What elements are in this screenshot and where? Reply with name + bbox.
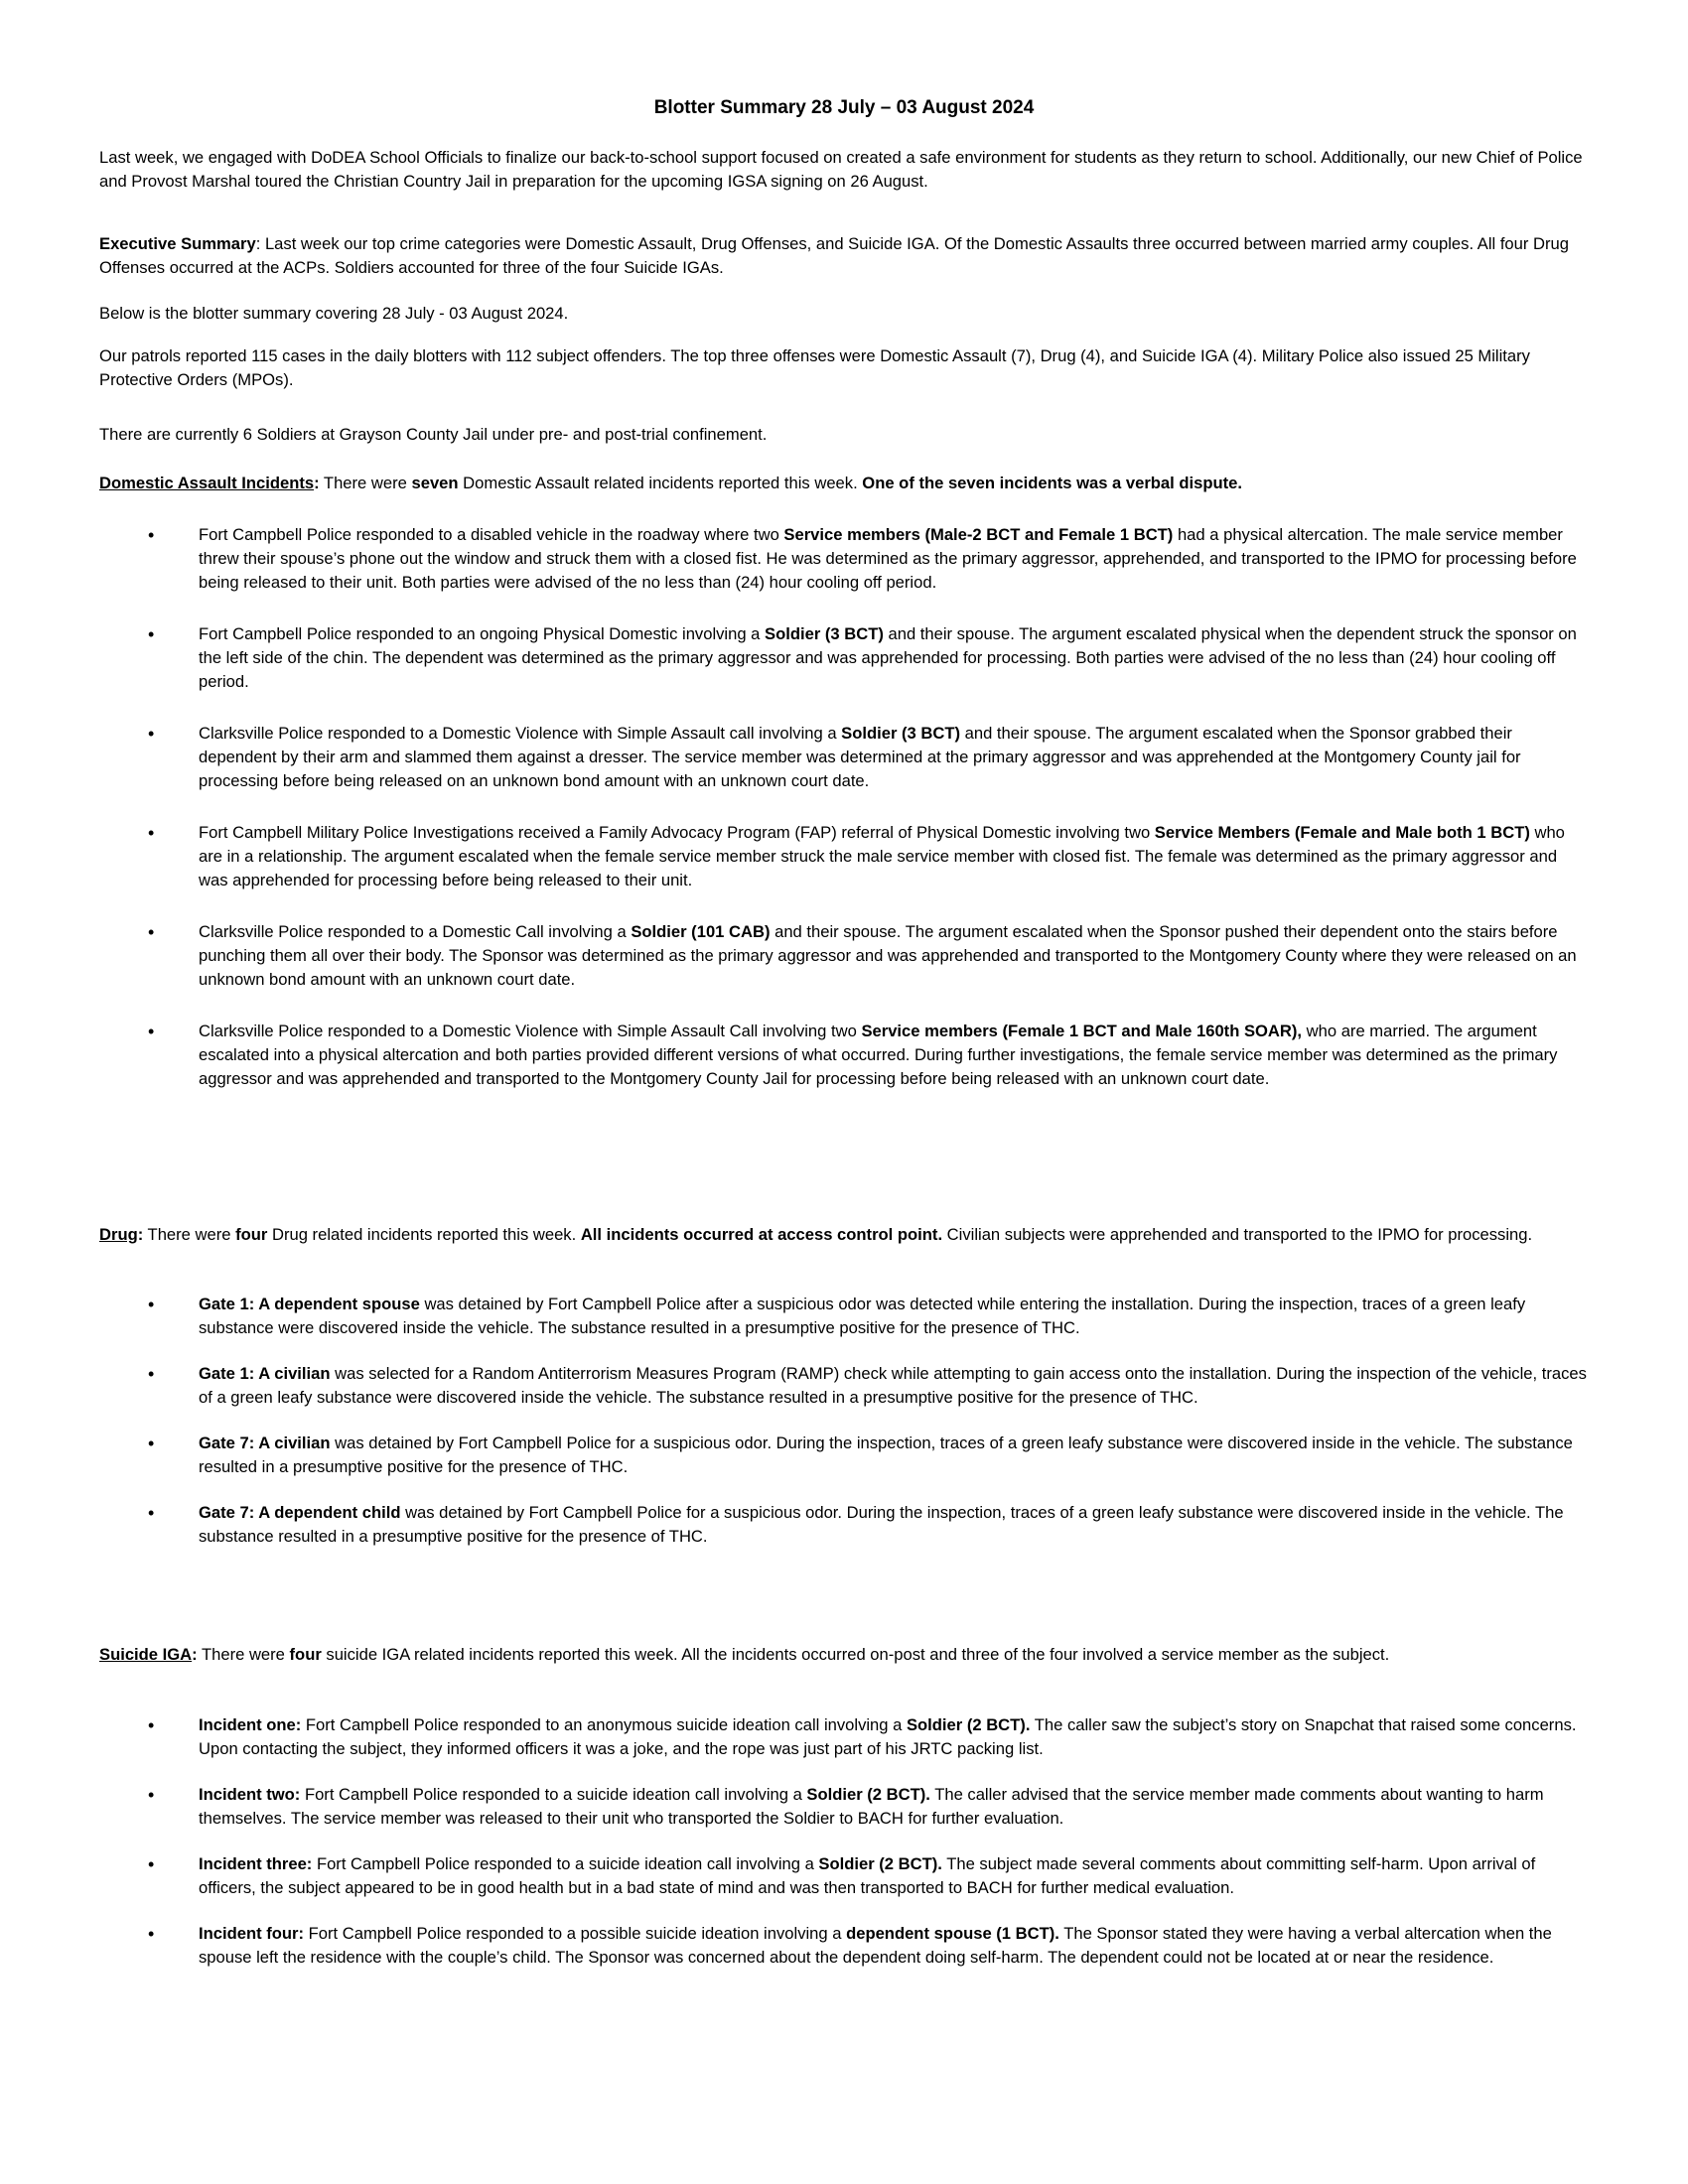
drug-incident-list xyxy=(99,1293,1589,1570)
intro-paragraph: Last week, we engaged with DoDEA School Officials to finalize our back-to-school support focused on created a safe environment for students as they return to school. Additionally, our new Chief of Police and Provost Marshal toured the Christian Country Jail in preparation for the upcoming IGSA signing on 26 August. xyxy=(99,148,1583,191)
incident-text: Fort Campbell Police responded to a possible suicide ideation involving a xyxy=(304,1924,847,1943)
drug-count: four xyxy=(235,1225,268,1244)
domestic-incident xyxy=(99,821,1589,892)
suicide-incident xyxy=(99,1852,1589,1900)
drug-incident xyxy=(99,1501,1589,1549)
incident-text: Fort Campbell Police responded to an anonymous suicide ideation call involving a xyxy=(301,1715,907,1734)
domestic-incident xyxy=(99,920,1589,992)
domestic-section-header xyxy=(99,472,1589,495)
incident-subject: dependent spouse (1 BCT). xyxy=(846,1924,1059,1943)
domestic-incident xyxy=(99,722,1589,793)
incident-text: and their spouse. The argument escalated when the Sponsor grabbed their dependent by their arm and slammed them against a dresser. The service member was determined at the primary aggressor and was apprehended at the Montgomery County jail for processing before being released on an unknown bond amount with an unknown court date. xyxy=(199,724,1521,790)
patrols-paragraph: Our patrols reported 115 cases in the daily blotters with 112 subject offenders. The top three offenses were Domestic Assault (7), Drug (4), and Suicide IGA (4). Military Police also issued 25 Military Protective Orders (MPOs). xyxy=(99,346,1530,389)
coverage-paragraph: Below is the blotter summary covering 28 July - 03 August 2024. xyxy=(99,304,569,323)
incident-text: Clarksville Police responded to a Domestic Violence with Simple Assault Call involving two xyxy=(199,1022,862,1040)
drug-note: All incidents occurred at access control point. xyxy=(580,1225,943,1244)
incident-label: Incident four: xyxy=(199,1924,305,1943)
incident-text: Fort Campbell Police responded to an ongoing Physical Domestic involving a xyxy=(199,624,766,643)
incident-text: who are in a relationship. The argument escalated when the female service member struck the male service member with closed fist. The female was determined as the primary aggressor and was apprehended for processing before being released to their unit. xyxy=(199,823,1565,889)
drug-section-header xyxy=(99,1223,1589,1247)
domestic-heading: Domestic Assault Incidents xyxy=(99,474,315,492)
incident-text: and their spouse. The argument escalated physical when the dependent struck the sponsor on the left side of the chin. The dependent was determined as the primary aggressor and was apprehended for processing. Both parties were advised of the no less than (24) hour cooling off period. xyxy=(199,624,1577,691)
incident-subject: Soldier (2 BCT). xyxy=(906,1715,1031,1734)
suicide-incident xyxy=(99,1922,1589,1970)
suicide-count: four xyxy=(289,1645,322,1664)
incident-subject: Soldier (3 BCT) xyxy=(841,724,961,743)
incident-subject: Soldier (2 BCT). xyxy=(818,1854,942,1873)
incident-text: Fort Campbell Military Police Investigations received a Family Advocacy Program (FAP) referral of Physical Domestic involving two xyxy=(199,823,1155,842)
incident-text: had a physical altercation. The male service member threw their spouse’s phone out the window and struck them with a closed fist. He was determined as the primary aggressor, apprehended, and transported to the IPMO for processing before being released to their unit. Both parties were advised of the no less than (24) hour cooling off period. xyxy=(199,525,1577,592)
incident-text: The subject made several comments about committing self-harm. Upon arrival of officers, the subject appeared to be in good health but in a bad state of mind and was then transported to BACH for further medical evaluation. xyxy=(199,1854,1536,1897)
drug-incident xyxy=(99,1432,1589,1479)
incident-text: Fort Campbell Police responded to a disabled vehicle in the roadway where two xyxy=(199,525,784,544)
incident-subject: Soldier (3 BCT) xyxy=(765,624,884,643)
drug-incident xyxy=(99,1293,1589,1340)
domestic-note: One of the seven incidents was a verbal dispute. xyxy=(862,474,1242,492)
domestic-incident-list xyxy=(99,523,1589,1119)
incident-text: who are married. The argument escalated into a physical altercation and both parties provided different versions of what occurred. During further investigations, the female service member was determined as the primary aggressor and was apprehended and transported to the Montgomery County Jail for processing before being released with an unknown court date. xyxy=(199,1022,1558,1088)
incident-text: was detained by Fort Campbell Police for a suspicious odor. During the inspection, traces of a green leafy substance were discovered inside in the vehicle. The substance resulted in a presumptive positive for the presence of THC. xyxy=(199,1503,1564,1546)
suicide-section-header xyxy=(99,1643,1589,1667)
drug-colon: : xyxy=(137,1225,144,1244)
suicide-text-1: There were xyxy=(197,1645,290,1664)
incident-text: and their spouse. The argument escalated when the Sponsor pushed their dependent onto the stairs before punching them all over their body. The Sponsor was determined as the primary aggressor and was apprehended and transported to the Montgomery County where they were released on an unknown bond amount with an unknown court date. xyxy=(199,922,1577,989)
executive-summary-label: Executive Summary xyxy=(99,234,256,253)
drug-heading: Drug xyxy=(99,1225,138,1244)
incident-subject: Gate 7: A civilian xyxy=(199,1433,331,1452)
confinement-paragraph: There are currently 6 Soldiers at Grayson County Jail under pre- and post-trial confinement. xyxy=(99,425,768,444)
suicide-colon: : xyxy=(192,1645,198,1664)
domestic-incident xyxy=(99,523,1589,595)
incident-text: The caller advised that the service member made comments about wanting to harm themselves. The service member was released to their unit who transported the Soldier to BACH for further evaluation. xyxy=(199,1785,1544,1828)
incident-label: Incident three: xyxy=(199,1854,313,1873)
incident-text: was detained by Fort Campbell Police for a suspicious odor. During the inspection, traces of a green leafy substance were discovered inside in the vehicle. The substance resulted in a presumptive positive for the presence of THC. xyxy=(199,1433,1573,1476)
domestic-incident xyxy=(99,1020,1589,1091)
drug-text-2: Drug related incidents reported this week. xyxy=(267,1225,581,1244)
incident-text: was detained by Fort Campbell Police after a suspicious odor was detected while entering the installation. During the inspection, traces of a green leafy substance were discovered inside the vehicle. The substance resulted in a presumptive positive for the presence of THC. xyxy=(199,1295,1526,1337)
suicide-incident xyxy=(99,1783,1589,1831)
incident-subject: Gate 7: A dependent child xyxy=(199,1503,401,1522)
incident-label: Incident two: xyxy=(199,1785,301,1804)
domestic-count: seven xyxy=(411,474,459,492)
suicide-incident xyxy=(99,1713,1589,1761)
incident-text: was selected for a Random Antiterrorism Measures Program (RAMP) check while attempting to gain access onto the installation. During the inspection of the vehicle, traces of a green leafy substance were discovered inside the vehicle. The substance resulted in a presumptive positive for the presence of THC. xyxy=(199,1364,1587,1407)
incident-subject: Service Members (Female and Male both 1 BCT) xyxy=(1154,823,1530,842)
incident-subject: Service members (Female 1 BCT and Male 160th SOAR), xyxy=(861,1022,1303,1040)
document-title: Blotter Summary 28 July – 03 August 2024 xyxy=(653,97,1035,118)
suicide-heading: Suicide IGA xyxy=(99,1645,193,1664)
executive-summary xyxy=(99,232,1589,280)
incident-subject: Soldier (2 BCT). xyxy=(806,1785,930,1804)
domestic-colon: : xyxy=(314,474,320,492)
incident-text: Fort Campbell Police responded to a suicide ideation call involving a xyxy=(300,1785,807,1804)
executive-summary-text: : Last week our top crime categories were Domestic Assault, Drug Offenses, and Suicide IGA. Of the Domestic Assaults three occurred between married army couples. All four Drug Offenses occurred at the ACPs. Soldiers accounted for three of the four Suicide IGAs. xyxy=(99,234,1569,277)
domestic-text-2: Domestic Assault related incidents reported this week. xyxy=(458,474,863,492)
incident-subject: Gate 1: A civilian xyxy=(199,1364,331,1383)
drug-text-3: Civilian subjects were apprehended and transported to the IPMO for processing. xyxy=(942,1225,1533,1244)
incident-subject: Soldier (101 CAB) xyxy=(631,922,771,941)
drug-text-1: There were xyxy=(143,1225,236,1244)
drug-incident xyxy=(99,1362,1589,1410)
incident-text: The Sponsor stated they were having a verbal altercation when the spouse left the residence with the couple’s child. The Sponsor was concerned about the dependent doing self-harm. The dependent could not be located at or near the residence. xyxy=(199,1924,1552,1967)
domestic-incident xyxy=(99,622,1589,694)
suicide-incident-list xyxy=(99,1713,1589,1991)
suicide-text-2: suicide IGA related incidents reported this week. All the incidents occurred on-post and three of the four involved a service member as the subject. xyxy=(321,1645,1390,1664)
incident-subject: Service members (Male-2 BCT and Female 1 BCT) xyxy=(783,525,1174,544)
incident-subject: Gate 1: A dependent spouse xyxy=(199,1295,420,1313)
incident-label: Incident one: xyxy=(199,1715,302,1734)
domestic-text-1: There were xyxy=(319,474,412,492)
incident-text: Fort Campbell Police responded to a suicide ideation call involving a xyxy=(312,1854,819,1873)
incident-text: Clarksville Police responded to a Domestic Violence with Simple Assault call involving a xyxy=(199,724,842,743)
incident-text: Clarksville Police responded to a Domestic Call involving a xyxy=(199,922,632,941)
incident-text: The caller saw the subject’s story on Snapchat that raised some concerns. Upon contacting the subject, they informed officers it was a joke, and the rope was just part of his JRTC packing list. xyxy=(199,1715,1577,1758)
